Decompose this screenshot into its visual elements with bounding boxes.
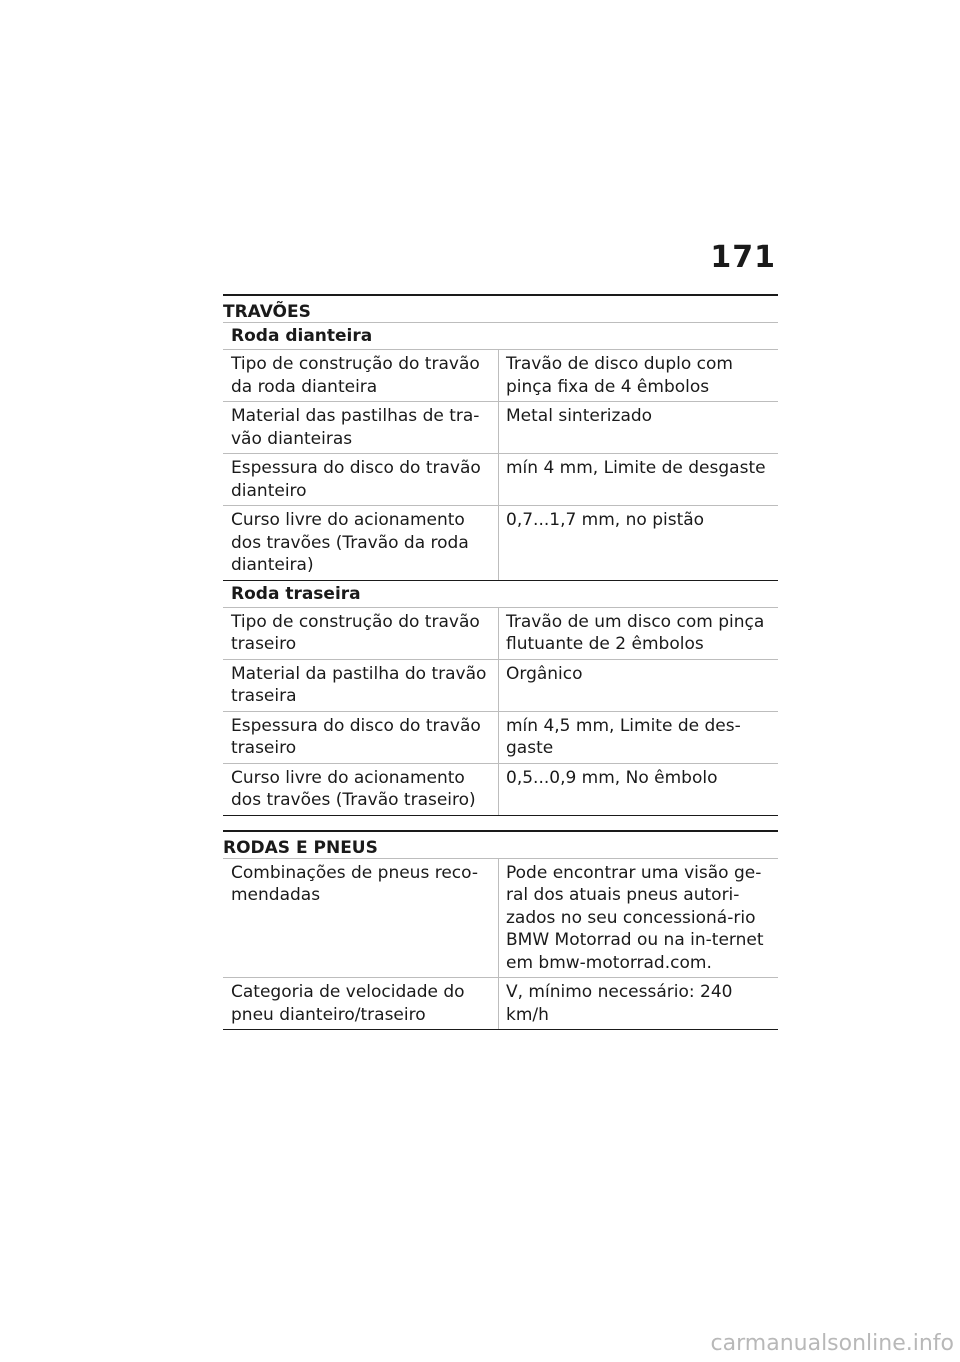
wheels-table [223,858,778,1031]
page-content [223,294,778,1044]
spec-row [223,454,778,506]
spec-value: Travão de disco duplo com pinça fixa de 4 êmbolos [499,350,779,402]
spec-value: 0,7...1,7 mm, no pistão [499,506,779,580]
spec-row [223,978,778,1030]
spec-value: Pode encontrar uma visão ge-ral dos atuais pneus autori-zados no seu concessioná-rio BMW Motorrad ou na in-ternet em bmw-motorrad.com. [499,858,779,978]
spec-value: 0,5...0,9 mm, No êmbolo [499,763,779,815]
spec-row [223,506,778,580]
spec-value: V, mínimo necessário: 240 km/h [499,978,779,1030]
spec-value: Orgânico [499,659,779,711]
spec-label: Tipo de construção do travão traseiro [223,607,499,659]
spec-row [223,607,778,659]
spec-label: Material das pastilhas de tra-vão dianteiras [223,402,499,454]
section-title-brakes: TRAVÕES [223,294,778,322]
spec-row [223,711,778,763]
brakes-section [223,294,778,816]
spec-label: Curso livre do acionamento dos travões (Travão da roda dianteira) [223,506,499,580]
spec-label: Material da pastilha do travão traseira [223,659,499,711]
spec-value: Metal sinterizado [499,402,779,454]
section-title-wheels: RODAS E PNEUS [223,830,778,858]
spec-row [223,350,778,402]
spec-label: Categoria de velocidade do pneu dianteiro/traseiro [223,978,499,1030]
spec-value: mín 4 mm, Limite de desgaste [499,454,779,506]
spec-row [223,763,778,815]
rear-brake-table [223,607,778,816]
spec-label: Espessura do disco do travão traseiro [223,711,499,763]
subheading-rear-wheel: Roda traseira [223,580,778,607]
subheading-front-wheel: Roda dianteira [223,322,778,349]
wheels-section [223,830,778,1031]
spec-row [223,858,778,978]
spec-value: Travão de um disco com pinça flutuante de 2 êmbolos [499,607,779,659]
front-brake-table [223,349,778,580]
spec-label: Combinações de pneus reco-mendadas [223,858,499,978]
spec-value: mín 4,5 mm, Limite de des-gaste [499,711,779,763]
spec-label: Tipo de construção do travão da roda dianteira [223,350,499,402]
page-number: 171 [710,240,776,275]
spec-label: Curso livre do acionamento dos travões (Travão traseiro) [223,763,499,815]
spec-row [223,659,778,711]
spec-label: Espessura do disco do travão dianteiro [223,454,499,506]
spec-row [223,402,778,454]
watermark-text: carmanualsonline.info [710,1331,954,1356]
